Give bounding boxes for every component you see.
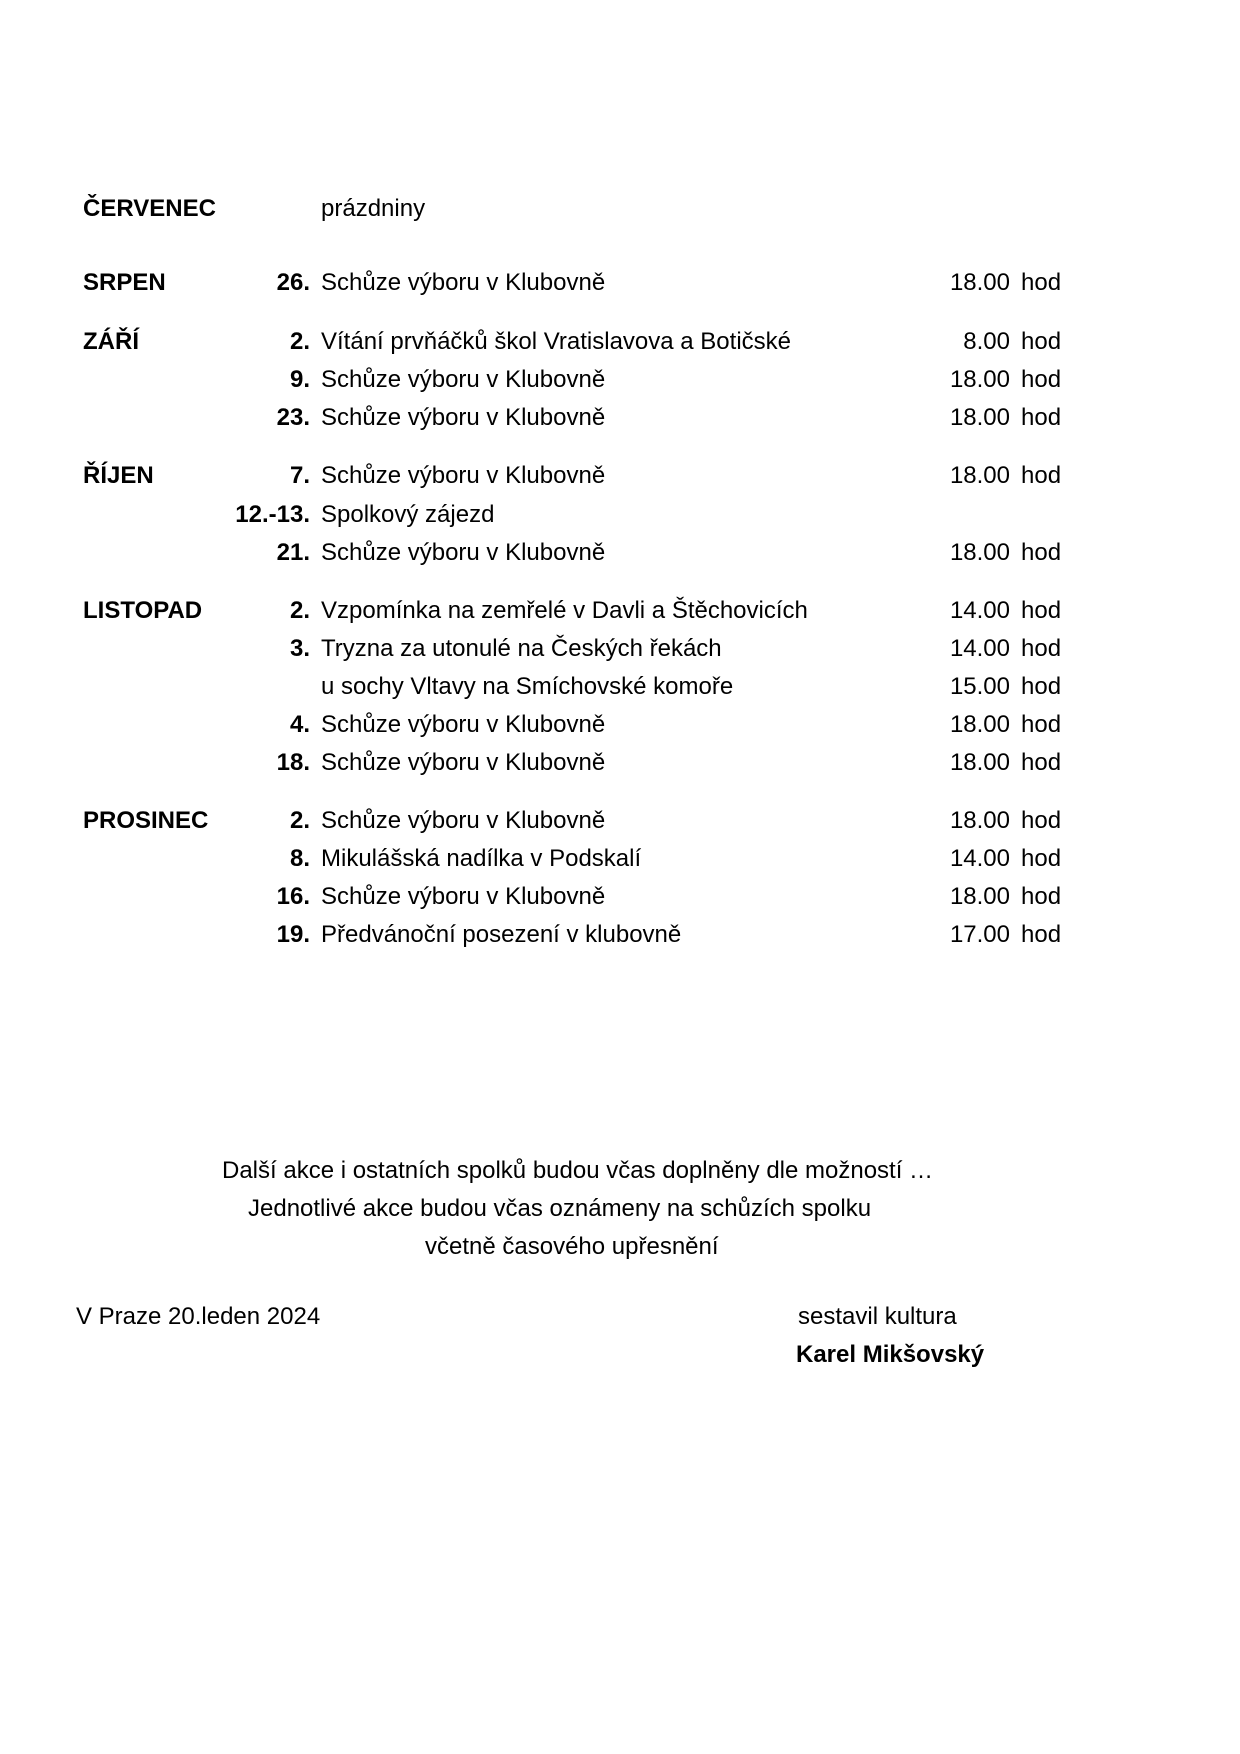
schedule-row [0,707,1240,743]
time-unit: hod [1021,883,1062,910]
event-day: 2. [289,807,310,834]
event-time: 18.00 [949,404,1010,431]
schedule-row [0,497,1240,533]
schedule-row [0,535,1240,571]
event-time: 18.00 [949,883,1010,910]
event-day: 7. [289,462,310,489]
event-time: 8.00 [963,328,1010,355]
event-title: Tryzna za utonulé na Českých řekách [321,635,722,662]
note-line-2: Jednotlivé akce budou včas oznámeny na schůzích spolku [248,1195,872,1222]
month-label: ŘÍJEN [83,462,154,489]
event-title: Vítání prvňáčků škol Vratislavova a Botičské [321,328,791,355]
event-time: 15.00 [949,673,1010,700]
schedule-row [0,362,1240,398]
schedule-row [0,324,1240,360]
schedule-row [0,879,1240,915]
event-time: 18.00 [949,749,1010,776]
time-unit: hod [1021,807,1062,834]
compiled-by-label: sestavil kultura [798,1303,957,1330]
event-time: 18.00 [949,539,1010,566]
event-day: 2. [289,328,310,355]
time-unit: hod [1021,462,1062,489]
event-day: 26. [276,269,310,296]
event-title: Schůze výboru v Klubovně [321,807,606,834]
event-day: 2. [289,597,310,624]
event-title: Vzpomínka na zemřelé v Davli a Štěchovicích [321,597,808,624]
event-title: Mikulášská nadílka v Podskalí [321,845,642,872]
time-unit: hod [1021,921,1062,948]
time-unit: hod [1021,366,1062,393]
event-day: 16. [276,883,310,910]
event-time: 14.00 [949,845,1010,872]
time-unit: hod [1021,404,1062,431]
schedule-row [0,917,1240,953]
event-title: u sochy Vltavy na Smíchovské komoře [321,673,734,700]
time-unit: hod [1021,328,1062,355]
event-title: Schůze výboru v Klubovně [321,539,606,566]
time-unit: hod [1021,539,1062,566]
event-title: Schůze výboru v Klubovně [321,404,606,431]
month-label: LISTOPAD [83,597,203,624]
event-day: 3. [289,635,310,662]
month-label: PROSINEC [83,807,209,834]
event-title: Schůze výboru v Klubovně [321,269,606,296]
event-day: 23. [276,404,310,431]
note-line-1: Další akce i ostatních spolků budou včas doplněny dle možností … [222,1157,934,1184]
time-unit: hod [1021,749,1062,776]
schedule-row [0,265,1240,301]
schedule-row [0,669,1240,705]
event-time: 17.00 [949,921,1010,948]
schedule-row [0,841,1240,877]
time-unit: hod [1021,673,1062,700]
schedule-row [0,631,1240,667]
event-title: Schůze výboru v Klubovně [321,711,606,738]
author-name: Karel Mikšovský [796,1341,985,1368]
event-day: 18. [276,749,310,776]
event-time: 18.00 [949,462,1010,489]
event-title: Spolkový zájezd [321,501,495,528]
schedule-row [0,400,1240,436]
time-unit: hod [1021,711,1062,738]
event-time: 18.00 [949,269,1010,296]
event-day: 12.-13. [235,501,310,528]
note-line-3: včetně časového upřesnění [425,1233,719,1260]
event-title: Schůze výboru v Klubovně [321,883,606,910]
time-unit: hod [1021,635,1062,662]
event-day: 8. [289,845,310,872]
month-label: ČERVENEC [83,195,216,222]
schedule-row [0,458,1240,494]
place-date: V Praze 20.leden 2024 [76,1303,321,1330]
time-unit: hod [1021,269,1062,296]
event-title: prázdniny [321,195,426,222]
event-title: Schůze výboru v Klubovně [321,462,606,489]
time-unit: hod [1021,597,1062,624]
event-time: 18.00 [949,366,1010,393]
month-label: SRPEN [83,269,166,296]
schedule-row [0,745,1240,781]
event-title: Schůze výboru v Klubovně [321,749,606,776]
event-day: 19. [276,921,310,948]
schedule-row [0,803,1240,839]
event-day: 21. [276,539,310,566]
schedule-row [0,191,1240,227]
event-time: 14.00 [949,597,1010,624]
event-time: 18.00 [949,711,1010,738]
time-unit: hod [1021,845,1062,872]
month-label: ZÁŘÍ [83,328,139,355]
event-day: 9. [289,366,310,393]
event-time: 18.00 [949,807,1010,834]
event-day: 4. [289,711,310,738]
event-time: 14.00 [949,635,1010,662]
event-title: Schůze výboru v Klubovně [321,366,606,393]
schedule-row [0,593,1240,629]
event-title: Předvánoční posezení v klubovně [321,921,682,948]
